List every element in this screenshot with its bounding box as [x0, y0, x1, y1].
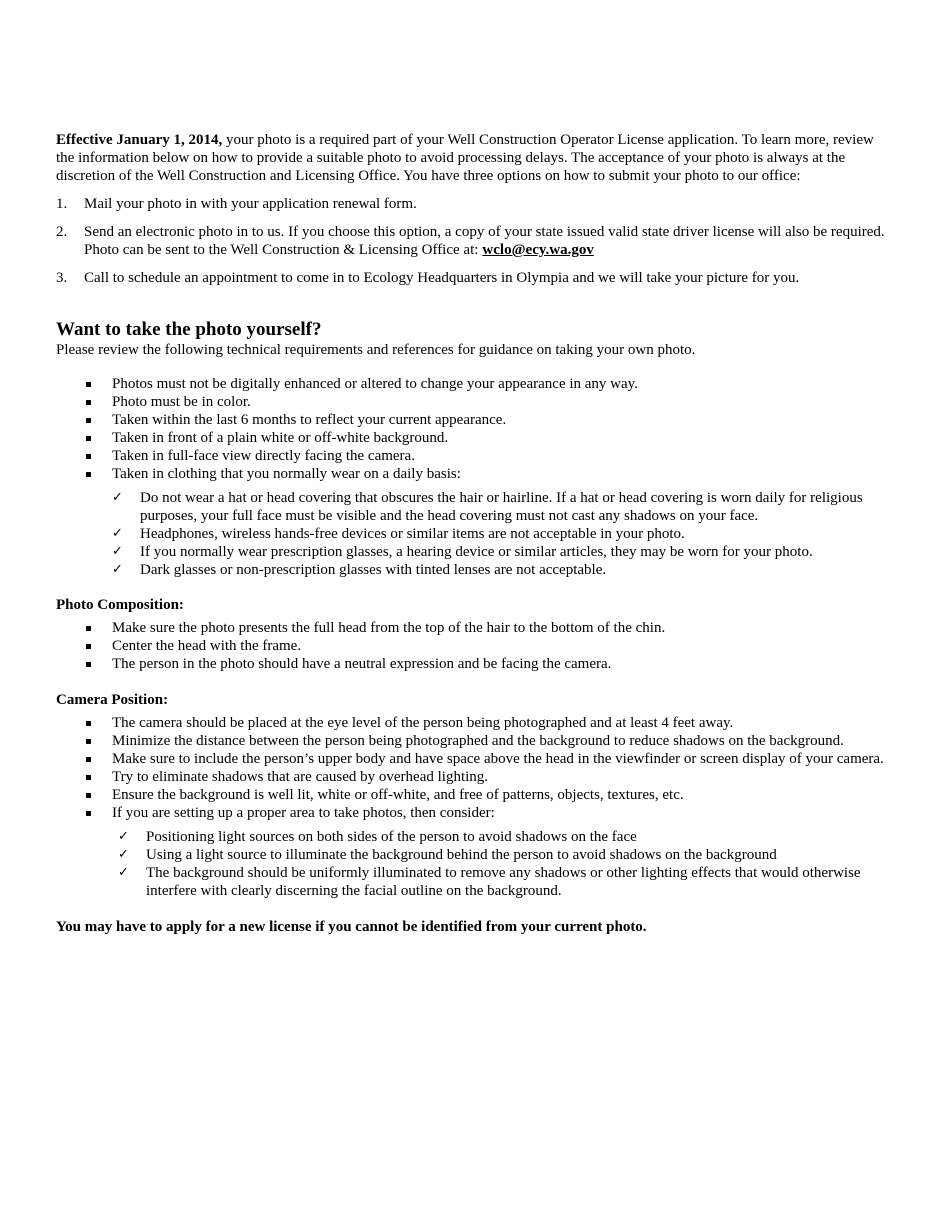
square-bullet-icon — [86, 454, 91, 459]
square-bullet-icon — [86, 757, 91, 762]
checkmark-icon: ✓ — [118, 829, 129, 844]
camera-item — [56, 804, 890, 822]
requirement-text: Taken in clothing that you normally wear on a daily basis: — [112, 466, 461, 482]
composition-text: Make sure the photo presents the full head from the top of the hair to the bottom of the chin. — [112, 620, 666, 636]
checkmark-icon: ✓ — [112, 526, 123, 541]
square-bullet-icon — [86, 626, 91, 631]
checkmark-icon: ✓ — [112, 562, 123, 577]
requirement-text: Photos must not be digitally enhanced or altered to change your appearance in any way. — [112, 376, 638, 392]
square-bullet-icon — [86, 400, 91, 405]
square-bullet-icon — [86, 662, 91, 667]
camera-item — [56, 732, 890, 750]
square-bullet-icon — [86, 793, 91, 798]
square-bullet-icon — [86, 472, 91, 477]
clothing-note-text: Dark glasses or non-prescription glasses with tinted lenses are not acceptable. — [140, 562, 607, 578]
option-text: Mail your photo in with your application renewal form. — [84, 196, 417, 212]
intro-effective-date: Effective January 1, 2014, — [56, 132, 223, 148]
setup-tip-text: The background should be uniformly illuminated to remove any shadows or other lighting effects that would otherwise interfere with clearly discerning the facial outline on the background. — [146, 865, 861, 899]
camera-position-list — [56, 714, 890, 822]
camera-item — [56, 714, 890, 732]
clothing-note-text: Headphones, wireless hands-free devices or similar items are not acceptable in your photo. — [140, 526, 685, 542]
submission-options-list — [56, 195, 890, 287]
option-item — [56, 223, 890, 259]
camera-text: Make sure to include the person’s upper body and have space above the head in the viewfinder or screen display of your camera. — [112, 751, 884, 767]
requirement-text: Photo must be in color. — [112, 394, 251, 410]
composition-item — [56, 637, 890, 655]
composition-text: The person in the photo should have a neutral expression and be facing the camera. — [112, 656, 612, 672]
requirement-text: Taken within the last 6 months to reflect your current appearance. — [112, 412, 507, 428]
requirement-text: Taken in full-face view directly facing the camera. — [112, 448, 415, 464]
self-photo-intro: Please review the following technical requirements and references for guidance on taking your own photo. — [56, 342, 696, 358]
option-item — [56, 195, 890, 213]
self-photo-heading: Want to take the photo yourself? — [56, 319, 322, 340]
square-bullet-icon — [86, 644, 91, 649]
intro-text: your photo is a required part of your Well Construction Operator License application. To learn more, review the information below on how to provide a suitable photo to avoid processing delays. The acceptance of your photo is always at the discretion of the Well Construction and Licensing Office. You have three options on how to submit your photo to our office: — [56, 132, 874, 184]
square-bullet-icon — [86, 775, 91, 780]
square-bullet-icon — [86, 739, 91, 744]
composition-item — [56, 619, 890, 637]
square-bullet-icon — [86, 382, 91, 387]
email-link[interactable]: wclo@ecy.wa.gov — [482, 242, 594, 258]
checkmark-icon: ✓ — [118, 865, 129, 880]
square-bullet-icon — [86, 721, 91, 726]
camera-item — [56, 750, 890, 768]
camera-item — [56, 786, 890, 804]
camera-text: The camera should be placed at the eye level of the person being photographed and at least 4 feet away. — [112, 715, 734, 731]
camera-text: Try to eliminate shadows that are caused by overhead lighting. — [112, 769, 489, 785]
clothing-note-item — [56, 561, 890, 579]
requirement-item — [56, 447, 890, 465]
camera-text: If you are setting up a proper area to take photos, then consider: — [112, 805, 495, 821]
clothing-notes-list — [56, 489, 890, 579]
clothing-note-text: Do not wear a hat or head covering that obscures the hair or hairline. If a hat or head covering is worn daily for religious purposes, your full face must be visible and the head covering must not cast any shadows on your face. — [140, 490, 863, 524]
checkmark-icon: ✓ — [112, 544, 123, 559]
requirement-item — [56, 375, 890, 393]
option-item — [56, 269, 890, 287]
clothing-note-item — [56, 489, 890, 525]
document-page — [56, 131, 890, 936]
square-bullet-icon — [86, 436, 91, 441]
composition-item — [56, 655, 890, 673]
square-bullet-icon — [86, 418, 91, 423]
setup-tip-item — [56, 864, 890, 900]
option-number: 1. — [56, 196, 68, 212]
checkmark-icon: ✓ — [112, 490, 123, 505]
composition-list — [56, 619, 890, 673]
setup-tip-text: Positioning light sources on both sides of the person to avoid shadows on the face — [146, 829, 637, 845]
clothing-note-item — [56, 543, 890, 561]
option-text: Call to schedule an appointment to come in to Ecology Headquarters in Olympia and we will take your picture for you. — [84, 270, 800, 286]
setup-tip-item — [56, 846, 890, 864]
setup-tips-list — [56, 828, 890, 900]
requirement-item — [56, 411, 890, 429]
square-bullet-icon — [86, 811, 91, 816]
option-number: 3. — [56, 270, 68, 286]
clothing-note-item — [56, 525, 890, 543]
requirement-item — [56, 465, 890, 483]
clothing-note-text: If you normally wear prescription glasses, a hearing device or similar articles, they may be worn for your photo. — [140, 544, 813, 560]
requirements-list — [56, 375, 890, 483]
camera-item — [56, 768, 890, 786]
setup-tip-text: Using a light source to illuminate the background behind the person to avoid shadows on the background — [146, 847, 777, 863]
photo-composition-heading: Photo Composition: — [56, 597, 184, 613]
intro-paragraph — [56, 131, 890, 185]
camera-text: Ensure the background is well lit, white or off-white, and free of patterns, objects, textures, etc. — [112, 787, 684, 803]
requirement-item — [56, 393, 890, 411]
closing-notice: You may have to apply for a new license if you cannot be identified from your current photo. — [56, 919, 647, 935]
requirement-text: Taken in front of a plain white or off-white background. — [112, 430, 449, 446]
option-text: Send an electronic photo in to us. If you choose this option, a copy of your state issued valid state driver license will also be required. Photo can be sent to the Well Construction & Licensing Office at: — [84, 224, 885, 258]
composition-text: Center the head with the frame. — [112, 638, 302, 654]
setup-tip-item — [56, 828, 890, 846]
checkmark-icon: ✓ — [118, 847, 129, 862]
requirement-item — [56, 429, 890, 447]
camera-position-heading: Camera Position: — [56, 692, 169, 708]
option-number: 2. — [56, 224, 68, 240]
camera-text: Minimize the distance between the person being photographed and the background to reduce shadows on the background. — [112, 733, 844, 749]
